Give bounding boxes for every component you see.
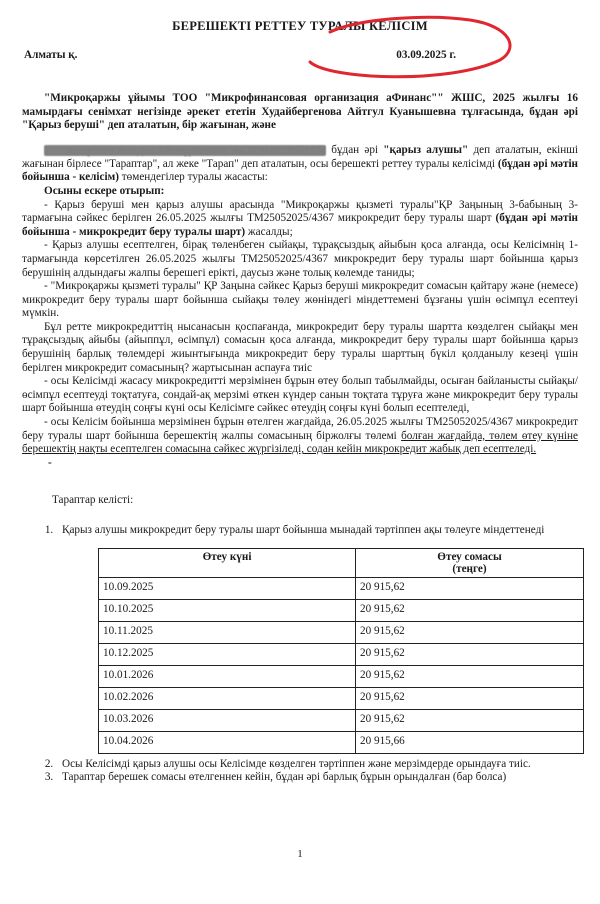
terms-list (22, 524, 578, 785)
table-body (99, 577, 584, 753)
term-item-3: 3. Тараптар берешек сомасы өтелгеннен кейін, бұдан әрі барлық бұрын орындалған (бар болса) (56, 771, 578, 785)
preamble-paragraph: "Микроқаржы ұйымы ТОО "Микрофинансовая организация аФинанс"" ЖШС, 2025 жылғы 16 мамырдағы сенімхат негізінде әрекет ететін Худайбергенова Айтгул Куанышевна тұлғасында, бұдан әрі "Қарыз беруші" деп аталатын, бір жағынан, және (22, 92, 578, 132)
document-title: БЕРЕШЕКТІ РЕТТЕУ ТУРАЛЫ КЕЛІСІМ (172, 19, 428, 33)
repayment-amount-cell: 20 915,62 (356, 577, 584, 599)
table-row (99, 731, 584, 753)
repayment-date-cell: 10.01.2026 (99, 665, 356, 687)
repayment-date-cell: 10.11.2025 (99, 621, 356, 643)
term-item-2: 2. Осы Келісімді қарыз алушы осы Келісімде көзделген тәртіппен және мерзімдерде орындауға тиіс. (56, 758, 578, 772)
table-row (99, 643, 584, 665)
table-row (99, 577, 584, 599)
dash-item-4: - осы Келісімді жасасу микрокредитті мерзімінен бұрын өтеу болып табылмайды, осыған байланысты сыйақы/өсімпұл есептеуді тоқтатуға, сондай-ақ мерзімі өткен күндер санын тоқтата тұруға және микрокредит беру туралы шарт бойынша өтеудің соңғы күні осы Келісімге сәйкес өтеудің соңғы күні болып есептеледі, (22, 375, 578, 415)
col-repayment-amount: Өтеу сомасы (теңге) (356, 548, 584, 577)
dash-item-1: - Қарыз беруші мен қарыз алушы арасында "Микроқаржы қызметі туралы"ҚР Заңының 3-бабының 3-тармағына сәйкес берілген 26.05.2025 жылғы ТМ25052025/4367 микрокредит беру туралы шарт (бұдан әрі мәтін бойынша - микрокредит беру туралы шарт) жасалды; (22, 198, 578, 238)
parties-paragraph: Амирбаев Жандос Айтмұратович, ЖСН 010128551174 бұдан әрі "қарыз алушы" деп аталатын, екінші жағынан бірлесе "Тараптар", ал жеке "Тарап" деп аталатын, осы берешекті реттеу туралы келісімді (бұдан әрі мәтін бойынша - келісім) төмендегілер туралы жасасты: (22, 144, 579, 184)
table-row (99, 709, 584, 731)
dash-item-5: - осы Келісім бойынша мерзімінен бұрын өтелген жағдайда, 26.05.2025 жылғы ТМ25052025/4367 микрокредит беру туралы шарт бойынша берешектің жалпы сомасының біржолғы төлемі болған жағдайда, төлем өтеу күніне берешектің нақты есептелген сомасына сәйкес жүргізіледі, содан кейін микрокредит жабық деп есептеледі. (22, 416, 578, 456)
table-header-row (99, 548, 584, 577)
term-item-1: 1. Қарыз алушы микрокредит беру туралы шарт бойынша мынадай тәртіппен ақы төлеуге міндеттенеді Өтеу күні Өтеу сомасы (теңге) 10.09.2025 20 915,62 10.10.2025 20 915,62 10.11.2025 20 915,62 10.12.2025 20 915,62 10.01.2026 20 915,62 10.02.2026 20 915,62 10.03.2026 20 915,62 10.04.2026 20 915,66 (56, 524, 578, 754)
repayment-date-cell: 10.03.2026 (99, 709, 356, 731)
main-paragraph: Бұл ретте микрокредиттің нысанасын қоспағанда, микрокредит беру туралы шартта көзделген сыйақы мен тұрақсыздық айыбы (айыппұл, өсімпұл) сомасын қоса алғанда, микрокредит беру туралы шарт бойынша қарыз берушінің барлық төлемдері жиынтығында микрокредит беру туралы шарттың бүкіл қолданылу кезеңі үшін берілген микрокредит сомасының? жартысынан аспауға тиіс (22, 320, 578, 374)
repayment-amount-cell: 20 915,62 (356, 687, 584, 709)
noting-heading: Осыны ескере отырып: (44, 184, 165, 197)
repayment-amount-cell: 20 915,66 (356, 731, 584, 753)
table-row (99, 621, 584, 643)
sides-agreed: Тараптар келісті: (52, 494, 134, 507)
repayment-amount-cell: 20 915,62 (356, 709, 584, 731)
table-row (99, 665, 584, 687)
agreement-date: 03.09.2025 г. (396, 48, 456, 61)
repayment-amount-cell: 20 915,62 (356, 599, 584, 621)
table-row (99, 599, 584, 621)
redacted-name: Амирбаев Жандос Айтмұратович, ЖСН 010128551174 (44, 145, 326, 156)
repayment-amount-cell: 20 915,62 (356, 665, 584, 687)
repayment-amount-cell: 20 915,62 (356, 643, 584, 665)
repayment-date-cell: 10.04.2026 (99, 731, 356, 753)
repayment-date-cell: 10.02.2026 (99, 687, 356, 709)
repayment-date-cell: 10.12.2025 (99, 643, 356, 665)
page-number: 1 (297, 848, 303, 860)
table-row (99, 687, 584, 709)
payment-schedule-table (98, 548, 584, 754)
repayment-date-cell: 10.09.2025 (99, 577, 356, 599)
dash-item-3: - "Микроқаржы қызметі туралы" ҚР Заңына сәйкес Қарыз беруші микрокредит сомасын қайтару және (немесе) микрокредит беру туралы шарт бойынша сыйақы төлеу жөніндегі міндеттемені бұзғаны үшін өсімпұл есептеуі мүмкін. (22, 280, 578, 320)
city: Алматы қ. (24, 48, 78, 61)
repayment-date-cell: 10.10.2025 (99, 599, 356, 621)
repayment-amount-cell: 20 915,62 (356, 621, 584, 643)
city-date-line (22, 49, 578, 63)
dash-mark: - (48, 456, 52, 469)
borrower-term: "қарыз алушы" (383, 144, 469, 157)
col-repayment-date: Өтеу күні (99, 548, 356, 577)
dash-item-2: - Қарыз алушы есепте​лген, бірақ төленбеген сыйақы, тұрақсыздық айыбын қоса алғанда, осы Келісімнің 1-тармағында көрсетілген 26.05.2025 жылғы ТМ25052025/4367 микрокредит беру туралы шарт бойынша қарыз берушінің алдындағы жалпы берешегі еріктi, даусыз және толық көлемде таниды; (22, 239, 578, 279)
